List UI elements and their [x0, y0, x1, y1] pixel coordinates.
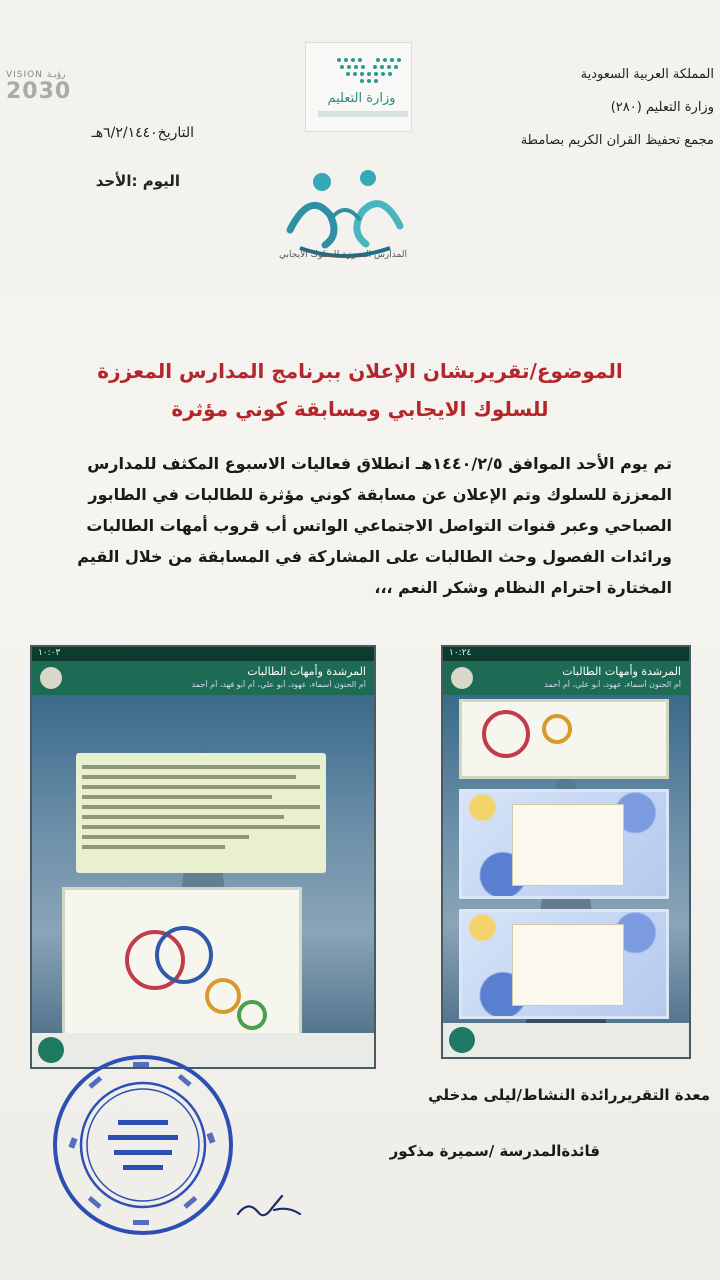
document-photo — [512, 924, 624, 1006]
chat-members: أم الحنون أسماء، عهود، أبو علي، أم أحمد — [544, 680, 681, 689]
document-photo — [512, 804, 624, 886]
official-stamp — [48, 1050, 238, 1240]
gold-ring-graphic — [542, 714, 572, 744]
subject-line-2: للسلوك الايجابي ومسابقة كوني مؤثرة — [171, 397, 549, 421]
shared-image-3 — [459, 909, 669, 1019]
chat-group-name: المرشدة وأمهات الطالبات — [562, 665, 681, 678]
chat-background — [443, 695, 689, 1023]
subject-heading — [60, 352, 660, 428]
message-input-bar — [443, 1023, 689, 1057]
ministry-name: وزارة التعليم (٢٨٠) — [610, 100, 714, 115]
shared-image-1 — [459, 699, 669, 779]
kingdom-name: المملكة العربية السعودية — [580, 67, 714, 82]
subject-line-1: الموضوع/تقريربشان الإعلان ببرنامج المدارس المعززة — [97, 359, 623, 383]
report-body: تم يوم الأحد الموافق ١٤٤٠/٢/٥هـ انطلاق فعاليات الاسبوع المكثف للمدارس المعززة للسلوك وتم الإعلان عن مسابقة كوني مؤثرة للطالبات في الطابور الصباحي وعبر قنوات التواصل الاجتماعي الواتس أب قروب أمهات الطالبات ورائدات الفصول وحث الطالبات على المشاركة في المسابقة من خلال القيم المختارة احترام النظام وشكر النعم ،،، — [77, 454, 672, 597]
ministry-logo — [305, 42, 412, 132]
group-avatar — [40, 667, 62, 689]
ministry-logo-subline — [318, 111, 408, 117]
status-bar — [443, 647, 689, 661]
principal-line: قائدةالمدرسة /سميرة مذكور — [389, 1142, 600, 1160]
program-logo-caption: المدارس المعززة للسلوك الايجابي — [279, 250, 407, 260]
letterhead-right — [494, 58, 714, 157]
vision-year: 2030 — [6, 79, 72, 104]
chat-header — [32, 661, 374, 695]
ministry-logo-text: وزارة التعليم — [327, 91, 396, 106]
chat-members: أم الحنون أسماء، عهود، أبو علي، أم أبو فهد، أم أحمد — [191, 680, 366, 689]
mic-icon — [449, 1027, 475, 1053]
vision-2030-logo — [6, 70, 90, 110]
group-avatar — [451, 667, 473, 689]
handwritten-signature — [230, 1180, 310, 1230]
whatsapp-screenshot-left — [30, 645, 376, 1069]
ministry-logo-dots — [334, 55, 404, 85]
document-date: التاريخ٦/٢/١٤٤٠هـ — [91, 125, 194, 141]
chat-header — [443, 661, 689, 695]
office-name: مجمع تحفيظ القران الكريم بصامطة — [520, 133, 714, 148]
status-bar — [32, 647, 374, 661]
shared-image-2 — [459, 789, 669, 899]
status-time: ١٠:٠٣ — [38, 648, 61, 658]
red-ring-graphic — [482, 710, 530, 758]
gold-ring-graphic — [205, 978, 241, 1014]
vision-label: VISION رؤيـة — [6, 70, 66, 80]
status-time: ١٠:٢٤ — [449, 648, 472, 658]
chat-background — [32, 695, 374, 1033]
prepared-by-line: معدة التقريررائدة النشاط/ليلى مدخلي — [428, 1086, 710, 1104]
chat-group-name: المرشدة وأمهات الطالبات — [247, 665, 366, 678]
chat-message — [76, 753, 326, 873]
document-day: اليوم :الأحد — [95, 172, 180, 190]
blue-ring-graphic — [155, 926, 213, 984]
whatsapp-screenshot-right — [441, 645, 691, 1059]
green-ring-graphic — [237, 1000, 267, 1030]
shared-image — [62, 887, 302, 1047]
